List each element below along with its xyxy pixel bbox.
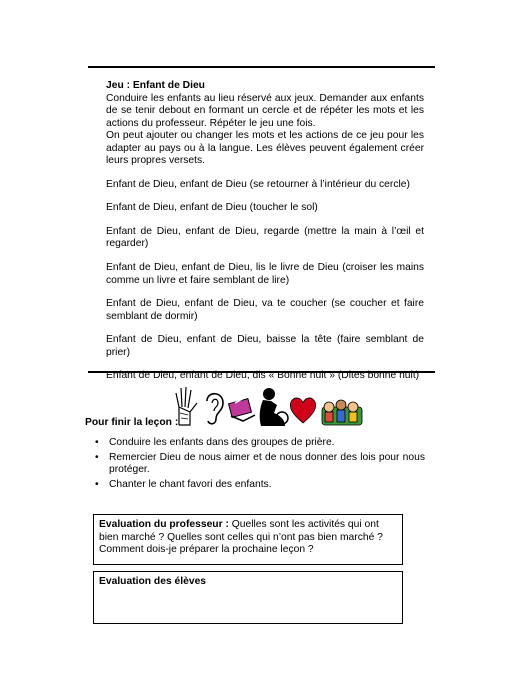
verse: Enfant de Dieu, enfant de Dieu, regarde (mettre la main à l’œil et regarder) [106, 225, 424, 250]
list-item-text: Chanter le chant favori des enfants. [109, 478, 272, 490]
teacher-evaluation-questions: Quelles sont les activités qui ont bien marché ? Quelles sont celles qui n’ont pas bien marché ? [99, 519, 383, 543]
gift-icon [229, 397, 255, 421]
middle-divider [88, 371, 435, 373]
game-section [106, 80, 424, 383]
verse: Enfant de Dieu, enfant de Dieu, va te coucher (se coucher et faire semblant de dormir) [106, 298, 424, 322]
teacher-evaluation-box [93, 514, 403, 565]
list-item [95, 437, 425, 450]
praying-figure-icon [260, 388, 288, 426]
bullet: • [95, 451, 99, 463]
lesson-icons [173, 385, 363, 427]
verse: Enfant de Dieu, enfant de Dieu (se retourner à l’intérieur du cercle) [106, 178, 410, 190]
closing-list [95, 437, 425, 493]
list-item [95, 479, 425, 492]
children-group-icon [322, 400, 362, 425]
verse: Enfant de Dieu, enfant de Dieu, baisse la tête (faire semblant de prier) [106, 334, 424, 358]
list-item [95, 452, 425, 477]
verse: Enfant de Dieu, enfant de Dieu, dis « Bonne nuit » (Dites bonne nuit) [106, 370, 420, 382]
verse: Enfant de Dieu, enfant de Dieu (toucher le sol) [106, 202, 318, 214]
hand-icon [176, 387, 197, 425]
ear-icon [207, 394, 223, 424]
game-intro: Conduire les enfants au lieu réservé aux jeux. Demander aux enfants de se tenir debout en formant un cercle et de répéter les mots et les actions du professeur. Répéter le jeu une fois. [106, 92, 424, 129]
heart-icon [290, 398, 315, 423]
bullet: • [95, 478, 99, 490]
list-item-text: Remercier Dieu de nous aimer et de nous donner des lois pour nous protéger. [109, 451, 425, 476]
student-evaluation-box [93, 571, 403, 624]
list-item-text: Conduire les enfants dans des groupes de prière. [109, 437, 335, 448]
teacher-evaluation-label: Evaluation du professeur : [99, 519, 229, 530]
bullet: • [95, 437, 99, 448]
teacher-evaluation-question-2: Comment dois-je préparer la prochaine leçon ? [99, 544, 314, 556]
game-note: On peut ajouter ou changer les mots et les actions de ce jeu pour les adapter au pays ou à la langue. Les élèves peuvent également créer leurs propres versets. [106, 130, 424, 167]
student-evaluation-label: Evaluation des élèves [99, 576, 207, 587]
finish-title: Pour finir la leçon : [85, 417, 179, 428]
top-divider [88, 66, 435, 68]
verse: Enfant de Dieu, enfant de Dieu, lis le livre de Dieu (croiser les mains comme un livre et faire semblant de lire) [106, 262, 424, 286]
game-title: Jeu : Enfant de Dieu [106, 80, 205, 91]
